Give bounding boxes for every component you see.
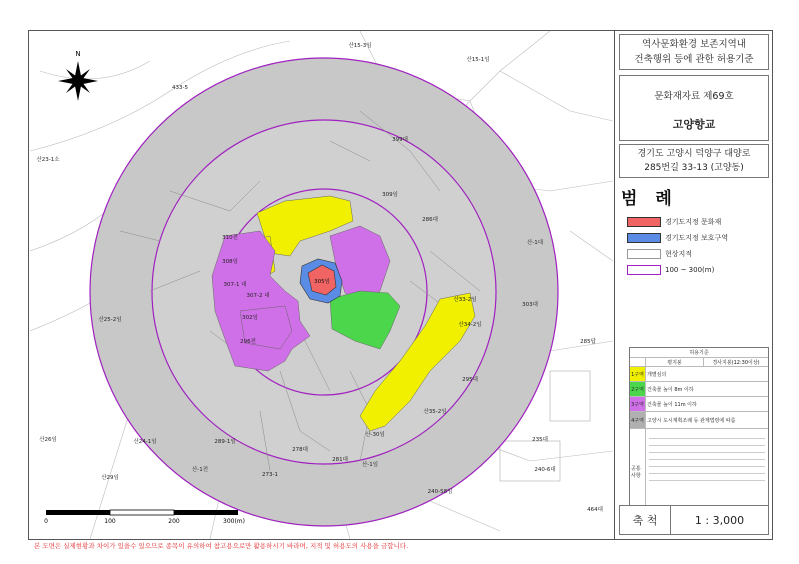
heritage-number: 문화재자료 제69호 (654, 91, 734, 102)
parcel-label: 399대 (392, 137, 408, 143)
parcel-label: 307-2 대 (246, 293, 270, 299)
zoning-map (30, 31, 613, 539)
parcel-label: 278대 (292, 447, 308, 453)
title-box (619, 34, 769, 70)
parcel-label: 310전 (222, 235, 238, 241)
legend-item-ring: 100 ~ 300(m) (627, 264, 767, 276)
footnote: 본 도면은 실제현황과 차이가 있을수 있으므로 종목이 유의하여 참고용으로만 활용하시기 바라며, 지적 및 허용도의 사용을 금합니다. (34, 542, 409, 550)
parcel-label: 산35-2임 (423, 409, 447, 415)
address-line-2: 285번길 33-13 (고양동) (644, 163, 744, 173)
parcel-label: 산-1전 (191, 467, 209, 473)
scale-tick-0: 0 (44, 518, 48, 525)
parcel-label: 308임 (222, 259, 238, 265)
parcel-label: 433-5 (172, 85, 188, 91)
title-line-2: 건축행위 등에 관한 허용기준 (634, 54, 754, 65)
parcel-label: 산-30임 (365, 432, 385, 438)
table-zone-1: 1구역 (630, 367, 646, 381)
parcel-label: 307-1 대 (223, 282, 247, 288)
scale-value: 1 : 3,000 (694, 513, 745, 527)
table-header: 허용기준 (630, 348, 768, 358)
heritage-name: 고양향교 (672, 118, 716, 131)
parcel-label: 산25-2임 (98, 317, 122, 323)
parcel-label: 산15-3임 (348, 43, 372, 49)
parcel-label: 281대 (332, 457, 348, 463)
parcel-label: 285답 (580, 339, 596, 345)
parcel-label: 산33-2임 (453, 297, 477, 303)
scale-tick-1: 100 (104, 518, 116, 525)
table-zone-4: 4구역 (630, 412, 646, 428)
legend-title: 범 례 (621, 189, 678, 209)
north-label: N (75, 50, 81, 58)
address-box (619, 144, 769, 178)
scale-tick-3: 300(m) (223, 518, 245, 525)
legend-item-heritage: 경기도지정 문화재 (627, 216, 767, 228)
parcel-label: 464대 (587, 507, 603, 513)
scale-box (619, 505, 769, 535)
table-col-flat: 평지붕 (646, 358, 704, 366)
parcel-label: 289-1임 (214, 439, 236, 445)
parcel-label: 309임 (382, 192, 398, 198)
table-zone-3: 3구역 (630, 397, 646, 411)
map-area[interactable] (30, 31, 613, 539)
scale-tick-2: 200 (168, 518, 180, 525)
parcel-label: 235대 (532, 437, 548, 443)
parcel-label: 산26임 (39, 437, 57, 443)
parcel-label: 296전 (240, 339, 256, 345)
legend-item-protection: 경기도지정 보호구역 (627, 232, 767, 244)
parcel-label: 산-1임 (361, 462, 379, 468)
parcel-label: 산24-1임 (133, 439, 157, 445)
parcel-label: 273-1 (262, 472, 278, 478)
parcel-label: 295대 (462, 377, 478, 383)
address-line-1: 경기도 고양시 덕양구 대양로 (637, 149, 751, 159)
parcel-label: 302임 (242, 315, 258, 321)
table-zone-2: 2구역 (630, 382, 646, 396)
criteria-table: 허용기준 평지붕 경사지붕(12:30이상) 1구역 개별심의 2구역 건축물 높이 8m 이하 3구역 건축물 높이 11m 이하 4구역 고양시 도시계획조례 등 관계법령에 따름 공통사항 (629, 347, 769, 515)
parcel-label: 286대 (422, 217, 438, 223)
scale-label: 축 척 (632, 514, 658, 527)
heritage-label: 305임 (314, 279, 330, 285)
parcel-label: 240-6대 (534, 467, 556, 473)
title-line-1: 역사문화환경 보존지역내 (642, 39, 746, 50)
parcel-label: 산23-1소 (36, 157, 60, 163)
heritage-box (619, 75, 769, 141)
parcel-label: 산34-2임 (458, 322, 482, 328)
north-arrow-icon (58, 50, 98, 101)
table-notes-label: 공통사항 (630, 429, 646, 514)
parcel-label: 산29임 (101, 475, 119, 481)
legend-item-cadastral: 현상지적 (627, 248, 767, 260)
parcel-label: 303대 (522, 302, 538, 308)
parcel-label: 산-1대 (526, 240, 544, 246)
info-panel (614, 31, 772, 539)
parcel-label: 240-58임 (427, 489, 453, 495)
parcel-label: 산15-1임 (466, 57, 490, 63)
table-col-pitched: 경사지붕(12:30이상) (712, 359, 760, 366)
